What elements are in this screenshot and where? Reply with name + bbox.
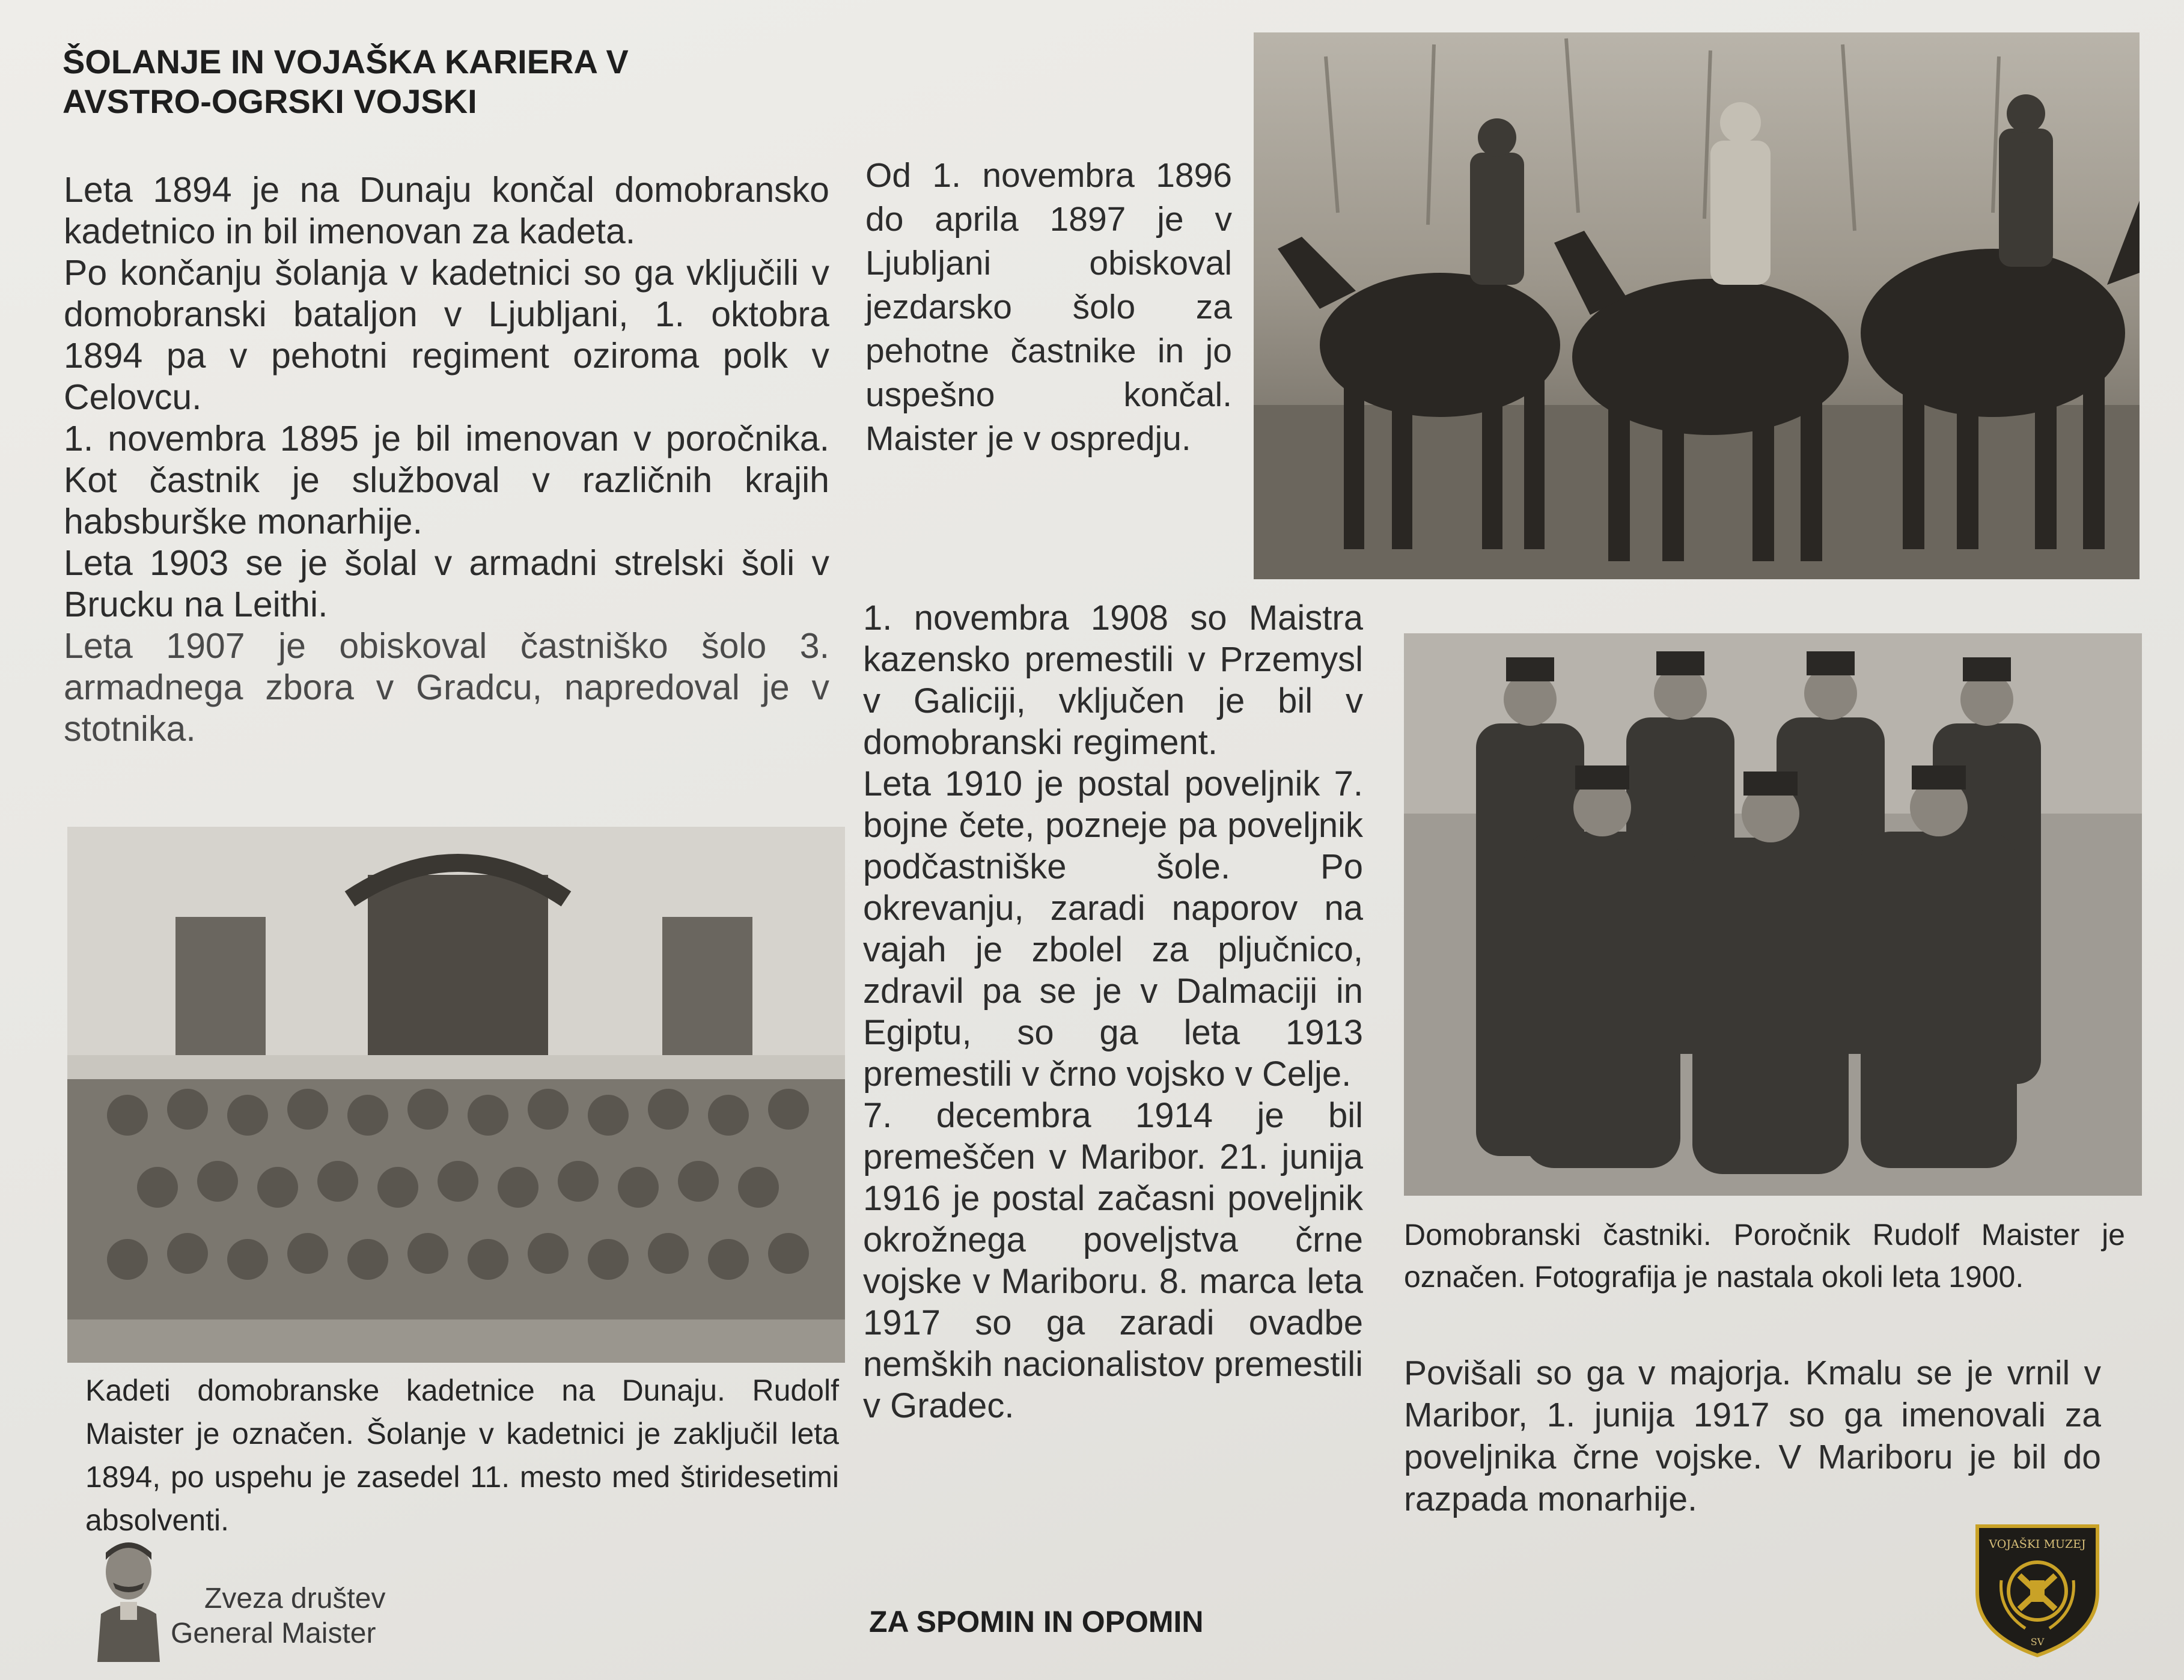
paragraph: Leta 1903 se je šolal v armadni strelski šoli v Brucku na Leithi.: [64, 543, 829, 624]
museum-logo-sub: SV: [2030, 1636, 2045, 1648]
riders-photo: [1254, 32, 2140, 579]
text-column-right: [1404, 1352, 2101, 1520]
org-line-2: General Maister: [171, 1618, 376, 1649]
officers-photo: [1404, 633, 2142, 1196]
officers-caption: Domobranski častniki. Poročnik Rudolf Maister je označen. Fotografija je nastala okoli leta 1900.: [1404, 1218, 2125, 1294]
general-maister-portrait-icon: [89, 1536, 167, 1665]
title-line-2: AVSTRO-OGRSKI VOJSKI: [63, 82, 477, 120]
cadets-photo: [67, 827, 845, 1363]
military-museum-badge-icon: [1965, 1520, 2109, 1661]
org-line-1: Zveza društev: [204, 1583, 386, 1615]
paragraph: Leta 1907 je obiskoval častniško šolo 3. armadnega zbora v Gradcu, napredoval je v stotnika.: [64, 626, 829, 749]
panel-motto: ZA SPOMIN IN OPOMIN: [869, 1605, 1204, 1639]
text-column-left: [64, 169, 829, 750]
text-column-riding-school: [865, 154, 1232, 461]
paragraph: Leta 1910 je postal poveljnik 7. bojne čete, pozneje pa poveljnik podčastniške šole. Po okrevanju, zaradi naporov na vajah je zbolel za pljučnico, zdravil pa se je v Dalmaciji in Egiptu, so ga leta 1913 premestili v črno vojsko v Celje.: [863, 764, 1363, 1094]
text-column-middle: [863, 597, 1363, 1426]
paragraph: 1. novembra 1895 je bil imenovan v poročnika. Kot častnik je služboval v različnih krajih habsburške monarhije.: [64, 419, 829, 541]
paragraph: Leta 1894 je na Dunaju končal domobransko kadetnico in bil imenovan za kadeta.: [64, 170, 829, 251]
museum-logo-text: VOJAŠKI MUZEJ: [1989, 1538, 2086, 1551]
paragraph: Po končanju šolanja v kadetnici so ga vključili v domobranski bataljon v Ljubljani, 1. oktobra 1894 pa v pehotni regiment oziroma polk v Celovcu.: [64, 253, 829, 417]
paragraph: Povišali so ga v majorja. Kmalu se je vrnil v Maribor, 1. junija 1917 so ga imenovali za poveljnika črne vojske. V Mariboru je bil do razpada monarhije.: [1404, 1354, 2101, 1518]
paragraph: 7. decembra 1914 je bil premeščen v Maribor. 21. junija 1916 je postal začasni poveljnik okrožnega poveljstva črne vojske v Mariboru. 8. marca leta 1917 so ga zaradi ovadbe nemških nacionalistov premestili v Gradec.: [863, 1096, 1363, 1425]
organization-name: [171, 1581, 385, 1651]
panel-title: [63, 42, 844, 121]
cadets-caption: Kadeti domobranske kadetnice na Dunaju. Rudolf Maister je označen. Šolanje v kadetnici je zaključil leta 1894, po uspehu je zasedel 11. mesto med štiridesetimi absolventi.: [85, 1374, 839, 1537]
paragraph: Od 1. novembra 1896 do aprila 1897 je v Ljubljani obiskoval jezdarsko šolo za pehotne častnike in jo uspešno končal. Maister je v ospredju.: [865, 156, 1232, 458]
title-line-1: ŠOLANJE IN VOJAŠKA KARIERA V: [63, 43, 629, 81]
paragraph: 1. novembra 1908 so Maistra kazensko premestili v Przemysl v Galiciji, vključen je bil v domobranski regiment.: [863, 598, 1363, 762]
